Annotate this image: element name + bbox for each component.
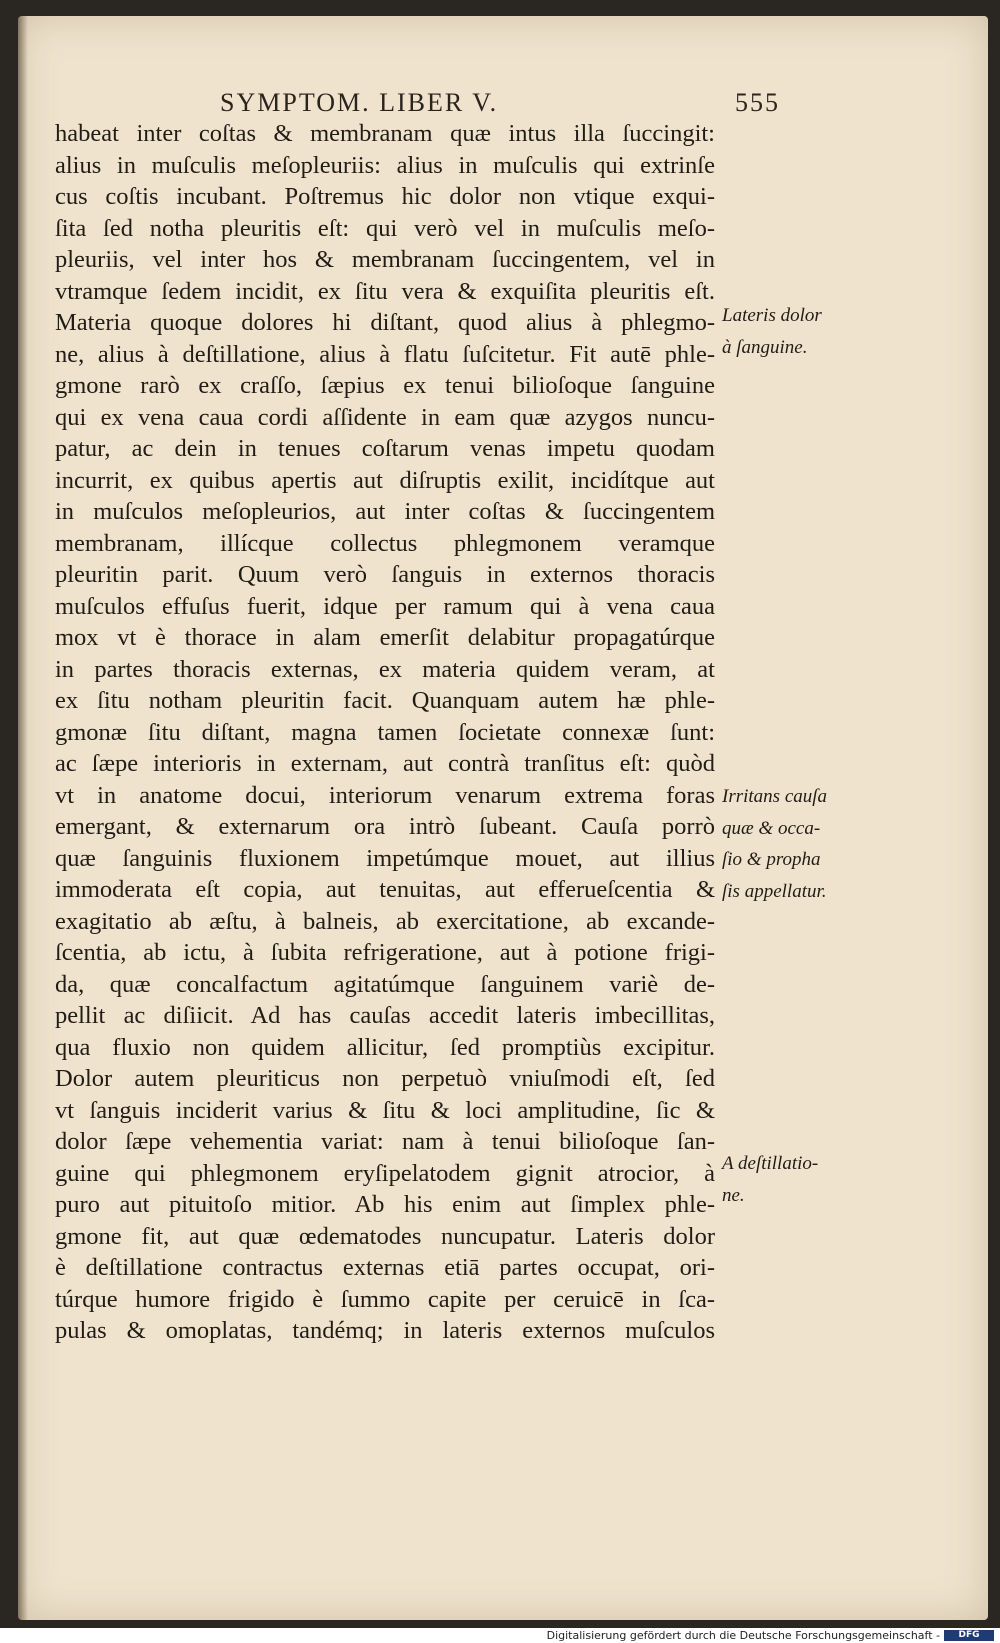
running-head: [220, 88, 780, 118]
text-line: vtramque ſedem incidit, ex ſitu vera & exquiſita pleuritis eſt.: [55, 277, 715, 305]
text-line: ne, alius à deſtillatione, alius à flatu ſuſcitetur. Fit autē phle-: [55, 340, 715, 368]
page-gutter-shadow: [18, 16, 28, 1620]
text-line: immoderata eſt copia, aut tenuitas, aut efferueſcentia &: [55, 876, 715, 903]
text-line: alius in muſculis meſopleuriis: alius in muſculis qui extrinſe: [55, 151, 715, 179]
text-line: ſcentia, ab ictu, à ſubita refrigeratione, aut à potione frigi-: [55, 939, 715, 966]
margin-note-line: ſis appellatur.: [722, 880, 827, 902]
margin-note-line: Lateris dolor: [722, 305, 822, 326]
text-line: qui ex vena caua cordi aſſidente in eam quæ azygos nuncu-: [55, 403, 715, 431]
main-text-block: [55, 118, 715, 1347]
text-line: dolor ſæpe vehementia variat: nam à tenui bilioſoque ſan-: [55, 1128, 715, 1155]
text-line: pellit ac diſiicit. Ad has cauſas accedit lateris imbecillitas,: [55, 1002, 715, 1029]
text-line: gmonæ ſitu diſtant, magna tamen ſocietate connexæ ſunt:: [55, 718, 715, 746]
dfg-logo: DFG: [944, 1630, 994, 1641]
text-line: pleuriis, vel inter hos & membranam ſuccingentem, vel in: [55, 246, 715, 273]
text-line: in muſculos meſopleurios, aut inter coſtas & ſuccingentem: [55, 498, 715, 525]
text-line: gmone rarò ex craſſo, ſæpius ex tenui bilioſoque ſanguine: [55, 372, 715, 399]
text-line: pleuritin parit. Quum verò ſanguis in externos thoracis: [55, 561, 715, 588]
margin-note-lateris-dolor: [722, 300, 882, 363]
text-line: guine qui phlegmonem eryſipelatodem gignit atrocior, à: [55, 1159, 715, 1187]
text-line: in partes thoracis externas, ex materia quidem veram, at: [55, 655, 715, 683]
text-line: muſculos effuſus fuerit, idque per ramum qui à vena caua: [55, 592, 715, 620]
text-line: qua fluxio non quidem allicitur, ſed promptiùs excipitur.: [55, 1033, 715, 1061]
text-line: pulas & omoplatas, tandémq; in lateris externos muſculos: [55, 1317, 715, 1344]
text-line: habeat inter coſtas & membranam quæ intus illa ſuccingit:: [55, 120, 715, 147]
margin-note-line: à ſanguine.: [722, 336, 808, 358]
text-line: exagitatio ab æſtu, à balneis, ab exercitatione, ab excande-: [55, 907, 715, 935]
text-line: emergant, & externarum ora intrò ſubeant. Cauſa porrò: [55, 813, 715, 840]
text-line: da, quæ concalfactum agitatúmque ſanguinem variè de-: [55, 970, 715, 998]
text-line: gmone fit, aut quæ œdematodes nuncupatur. Lateris dolor: [55, 1222, 715, 1250]
text-line: ſita ſed notha pleuritis eſt: qui verò vel in muſculis meſo-: [55, 214, 715, 242]
margin-note-irritans-causa: [722, 781, 882, 907]
text-line: ac ſæpe interioris in externam, aut contrà tranſitus eſt: quòd: [55, 750, 715, 777]
text-line: túrque humore frigido è ſummo capite per ceruicē in ſca-: [55, 1285, 715, 1313]
text-line: vt ſanguis inciderit varius & ſitu & loci amplitudine, ſic &: [55, 1096, 715, 1124]
digitization-credit: Digitalisierung gefördert durch die Deutsche Forschungsgemeinschaft -: [546, 1629, 940, 1642]
text-line: è deſtillatione contractus externas etiā partes occupat, ori-: [55, 1254, 715, 1281]
text-line: vt in anatome docui, interiorum venarum extrema foras: [55, 781, 715, 809]
margin-note-line: A deſtillatio-: [722, 1153, 819, 1174]
margin-note-line: ſio & propha: [722, 849, 821, 870]
text-line: ex ſitu notham pleuritin facit. Quanquam autem hæ phle-: [55, 687, 715, 714]
text-line: mox vt è thorace in alam emerſit delabitur propagatúrque: [55, 624, 715, 651]
text-line: puro aut pituitoſo mitior. Ab his enim aut ſimplex phle-: [55, 1191, 715, 1218]
text-line: incurrit, ex quibus apertis aut diſruptis exilit, incidítque aut: [55, 466, 715, 494]
margin-note-a-destillatione: [722, 1148, 882, 1211]
text-line: Materia quoque dolores hi diſtant, quod alius à phlegmo-: [55, 309, 715, 336]
page-number: 555: [735, 88, 780, 117]
running-head-title: SYMPTOM. LIBER V.: [220, 88, 499, 117]
text-line: patur, ac dein in tenues coſtarum venas impetu quodam: [55, 435, 715, 462]
text-line: membranam, illícque collectus phlegmonem veramque: [55, 529, 715, 557]
margin-note-line: Irritans cauſa: [722, 786, 828, 807]
text-line: quæ ſanguinis fluxionem impetúmque mouet, aut illius: [55, 844, 715, 872]
text-line: Dolor autem pleuriticus non perpetuò vniuſmodi eſt, ſed: [55, 1065, 715, 1092]
margin-note-line: quæ & occa-: [722, 817, 821, 839]
text-line: cus coſtis incubant. Poſtremus hic dolor non vtique exqui-: [55, 183, 715, 210]
margin-note-line: ne.: [722, 1184, 745, 1206]
